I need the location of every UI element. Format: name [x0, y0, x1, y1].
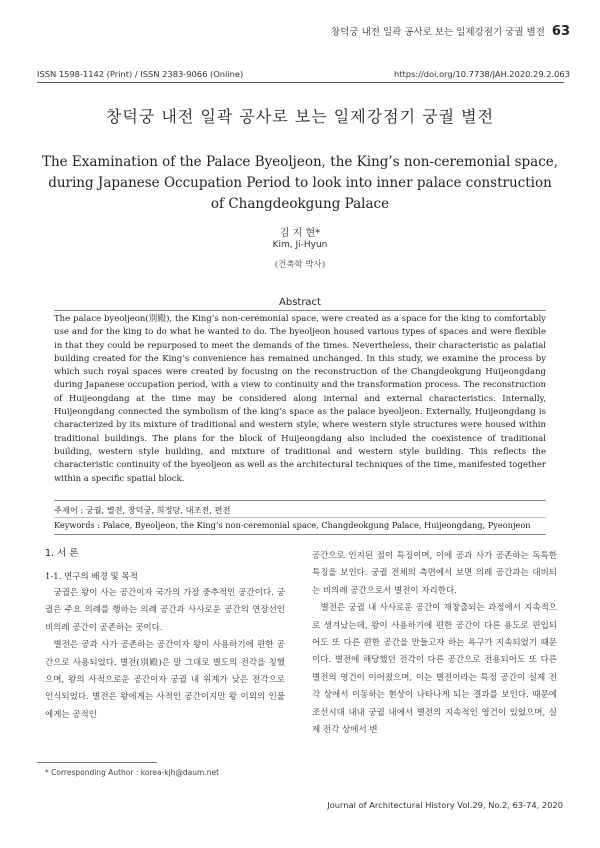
body-paragraph: 궁궐은 왕이 사는 공간이자 국가의 가장 중추적인 공간이다. 궁궐은 주요 의례를 행하는 의례 공간과 사사로운 공간의 연장선인 비의례 공간이 공존하는 곳이다.: [45, 588, 285, 633]
author-affiliation: (건축학 박사): [274, 260, 326, 270]
keywords-english: Keywords : Palace, Byeoljeon, the King’s non-ceremonial space, Changdeokgung Palace, Huijeongdang, Pyeonjeon: [54, 520, 531, 530]
title-korean: 창덕궁 내전 일곽 공사로 보는 일제강점기 궁궐 별전: [105, 107, 495, 126]
doi-link[interactable]: https://doi.org/10.7738/JAH.2020.29.2.063: [394, 69, 570, 79]
body-paragraph: 별전은 궁궐 내 사사로운 공간이 재창출되는 과정에서 지속적으로 생겨났는데, 왕이 사용하기에 편한 공간이 다른 용도로 편입되어도 또 다른 편한 공간을 만들고자 하는 욕구가 지속되었기 때문이다. 별전에 해당했던 전각이 다른 공간으로 전용되어도 또 다른 별전의 영건이 이어졌으며, 이는 별전이라는 특정 공간이 실제 전각 상에서 이동하는 현상이 나타나게 되는 결과를 보인다. 때문에 조선시대 내내 궁궐 내에서 별전의 지속적인 영건이 있었으며, 실제 전각 상에서 변: [312, 603, 557, 736]
keywords-korean: 주제어 : 궁궐, 별전, 창덕궁, 희정당, 대조전, 편전: [54, 505, 231, 515]
running-head: [331, 24, 570, 39]
author-name-english: Kim, Ji-Hyun: [272, 240, 328, 250]
body-paragraph: 공간으로 인지된 점이 특징이며, 이에 공과 사가 공존하는 독특한 특징을 보인다. 궁궐 전체의 측면에서 보면 의례 공간과는 대비되는 비의례 공간으로서 별전이 자리한다.: [312, 551, 557, 596]
keywords-divider: [54, 517, 546, 518]
abstract-bottom-rule: [54, 500, 546, 501]
issn: ISSN 1598-1142 (Print) / ISSN 2383-9066 (Online): [37, 69, 244, 79]
running-title: 창덕궁 내전 일곽 공사로 보는 일제강점기 궁궐 별전: [331, 27, 545, 38]
footnote-rule: [37, 762, 157, 763]
body-paragraph: 별전은 공과 사가 공존하는 공간이자 왕이 사용하기에 편한 공간으로 사용되었다. 별전(別殿)은 말 그대로 별도의 전각을 칭했으며, 왕의 사적으로운 공간이자 궁궐 내 위계가 낮은 전각으로 인식되었다. 별전은 왕에게는 사적인 공간이지만 왕 이외의 인물에게는 공적인: [45, 640, 285, 720]
right-column: [312, 548, 557, 739]
journal-footer: Journal of Architectural History Vol.29, No.2, 63-74, 2020: [327, 800, 563, 810]
page-number: 63: [551, 24, 570, 39]
abstract-text: The palace byeoljeon(別殿), the King’s non-ceremonial space, were created as a space for the king to comfortably use and for the king to do what he wanted to do. The byeoljeon housed various types of spaces and were flexible in that they could be repurposed to meet the demands of the times. Nevertheless, their characteristic as palatial building created for the King’s convenience has remained unchanged. In this study, we examine the process by which such royal spaces were created by focusing on the reconstruction of the Changdeokgung Huijeongdang during Japanese occupation period, with a view to continuity and the transformation process. The reconstruction of Huijeongdang at the time may be considered along internal and external characteristics. Internally, Huijeongdang connected the symbolism of the king’s space as the palace byeoljeon. Externally, Huijeongdang is characterized by its mixture of traditional and western style, where western style structures were housed within traditional buildings. The plans for the block of Huijeongdang also included the coexistence of traditional building, western style building, and mixture of traditional and western style building. This reflects the characteristic continuity of the byeoljeon as well as the architectural techniques of the time, manifested together within a specific spatial block.: [54, 314, 546, 484]
abstract-top-rule: [54, 310, 546, 311]
keywords-bottom-rule: [54, 534, 546, 535]
author-name-korean: 김 지 현*: [279, 228, 321, 239]
title-english: The Examination of the Palace Byeoljeon, the King’s non-ceremonial space, during Japanese Occupation Period to look into inner palace construction of Changdeokgung Palace: [41, 154, 559, 212]
section-heading: 1. 서 론: [45, 548, 79, 559]
subsection-heading: 1-1. 연구의 배경 및 목적: [45, 572, 138, 582]
left-column: [45, 585, 285, 724]
header-rule: [37, 82, 564, 83]
abstract-heading: Abstract: [279, 297, 321, 308]
footnote: * Corresponding Author : korea-kjh@daum.net: [45, 768, 220, 777]
